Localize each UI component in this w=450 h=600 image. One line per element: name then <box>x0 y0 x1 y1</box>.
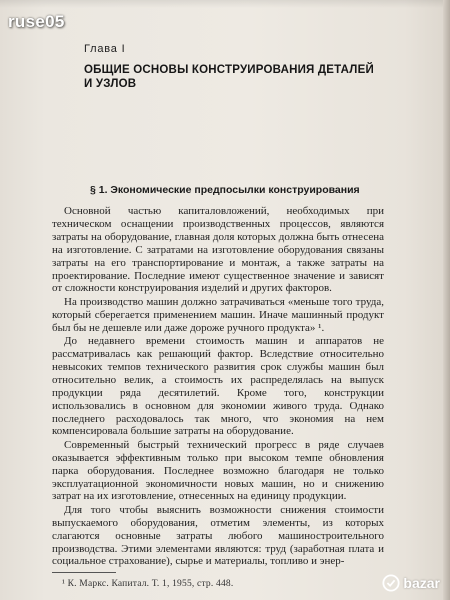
bazar-logo <box>382 574 440 592</box>
paragraph: Для того чтобы выяснить возможности снижения стоимости выпускаемого оборудования, отметим элементы, из которых слагаются основные затраты любого машиностроительного производства. Этими элементами являются: труд (заработная плата и социальное страхование), сырье и материалы, топливо и энер- <box>52 503 384 568</box>
paragraph: Современный быстрый технический прогресс в ряде случаев оказывается эффективным только при высоком темпе обновления парка оборудования. Последнее возможно благодаря не только эксплуатационной экономичности новых машин, но и снижению затрат на их изготовление, отнесенных на единицу продукции. <box>52 438 384 503</box>
footnote: ¹ К. Маркс. Капитал. Т. 1, 1955, стр. 448. <box>62 579 234 589</box>
bazar-logo-icon <box>382 574 400 592</box>
paragraph: Основной частью капиталовложений, необходимых при техническом оснащении производственных процессов, являются затраты на оборудование, главная доля которых должна быть отнесена на изготовление. С затратами на изготовление оборудования связаны затраты на его транспортирование и монтаж, а также затраты на проектирование. Последние имеют существенное значение и зависят от сложности конструирования изделий и других факторов. <box>52 205 384 295</box>
chapter-title-line-2: И УЗЛОВ <box>84 78 137 90</box>
chapter-label: Глава I <box>84 43 126 55</box>
page-edge <box>443 0 450 600</box>
paragraph: До недавнего времени стоимость машин и аппаратов не рассматривалась как решающий фактор. Вследствие относительно невысоких темпов технического развития срок службы машин был относительно велик, а стоимость их распределялась на выпуск продукции ряда десятилетий. Кроме того, конструкции использовались в основном для экономии живого труда. Однако последнего расходовалось так много, что экономия на нем компенсировала большие затраты на оборудование. <box>52 335 384 438</box>
bazar-logo-text: bazar <box>403 575 440 591</box>
footnote-rule <box>52 572 116 573</box>
paragraph: На производство машин должно затрачиваться «меньше того труда, который сберегается применением машин. Иначе машинный продукт был бы не дешевле или даже дороже ручного продукта» ¹. <box>52 295 384 334</box>
body-text <box>52 205 384 568</box>
chapter-title <box>84 63 384 91</box>
watermark-text: ruse05 <box>8 12 65 31</box>
page-shadow <box>0 0 450 8</box>
section-title: § 1. Экономические предпосылки конструирования <box>90 184 360 196</box>
chapter-title-line-1: ОБЩИЕ ОСНОВЫ КОНСТРУИРОВАНИЯ ДЕТАЛЕЙ <box>84 64 374 76</box>
